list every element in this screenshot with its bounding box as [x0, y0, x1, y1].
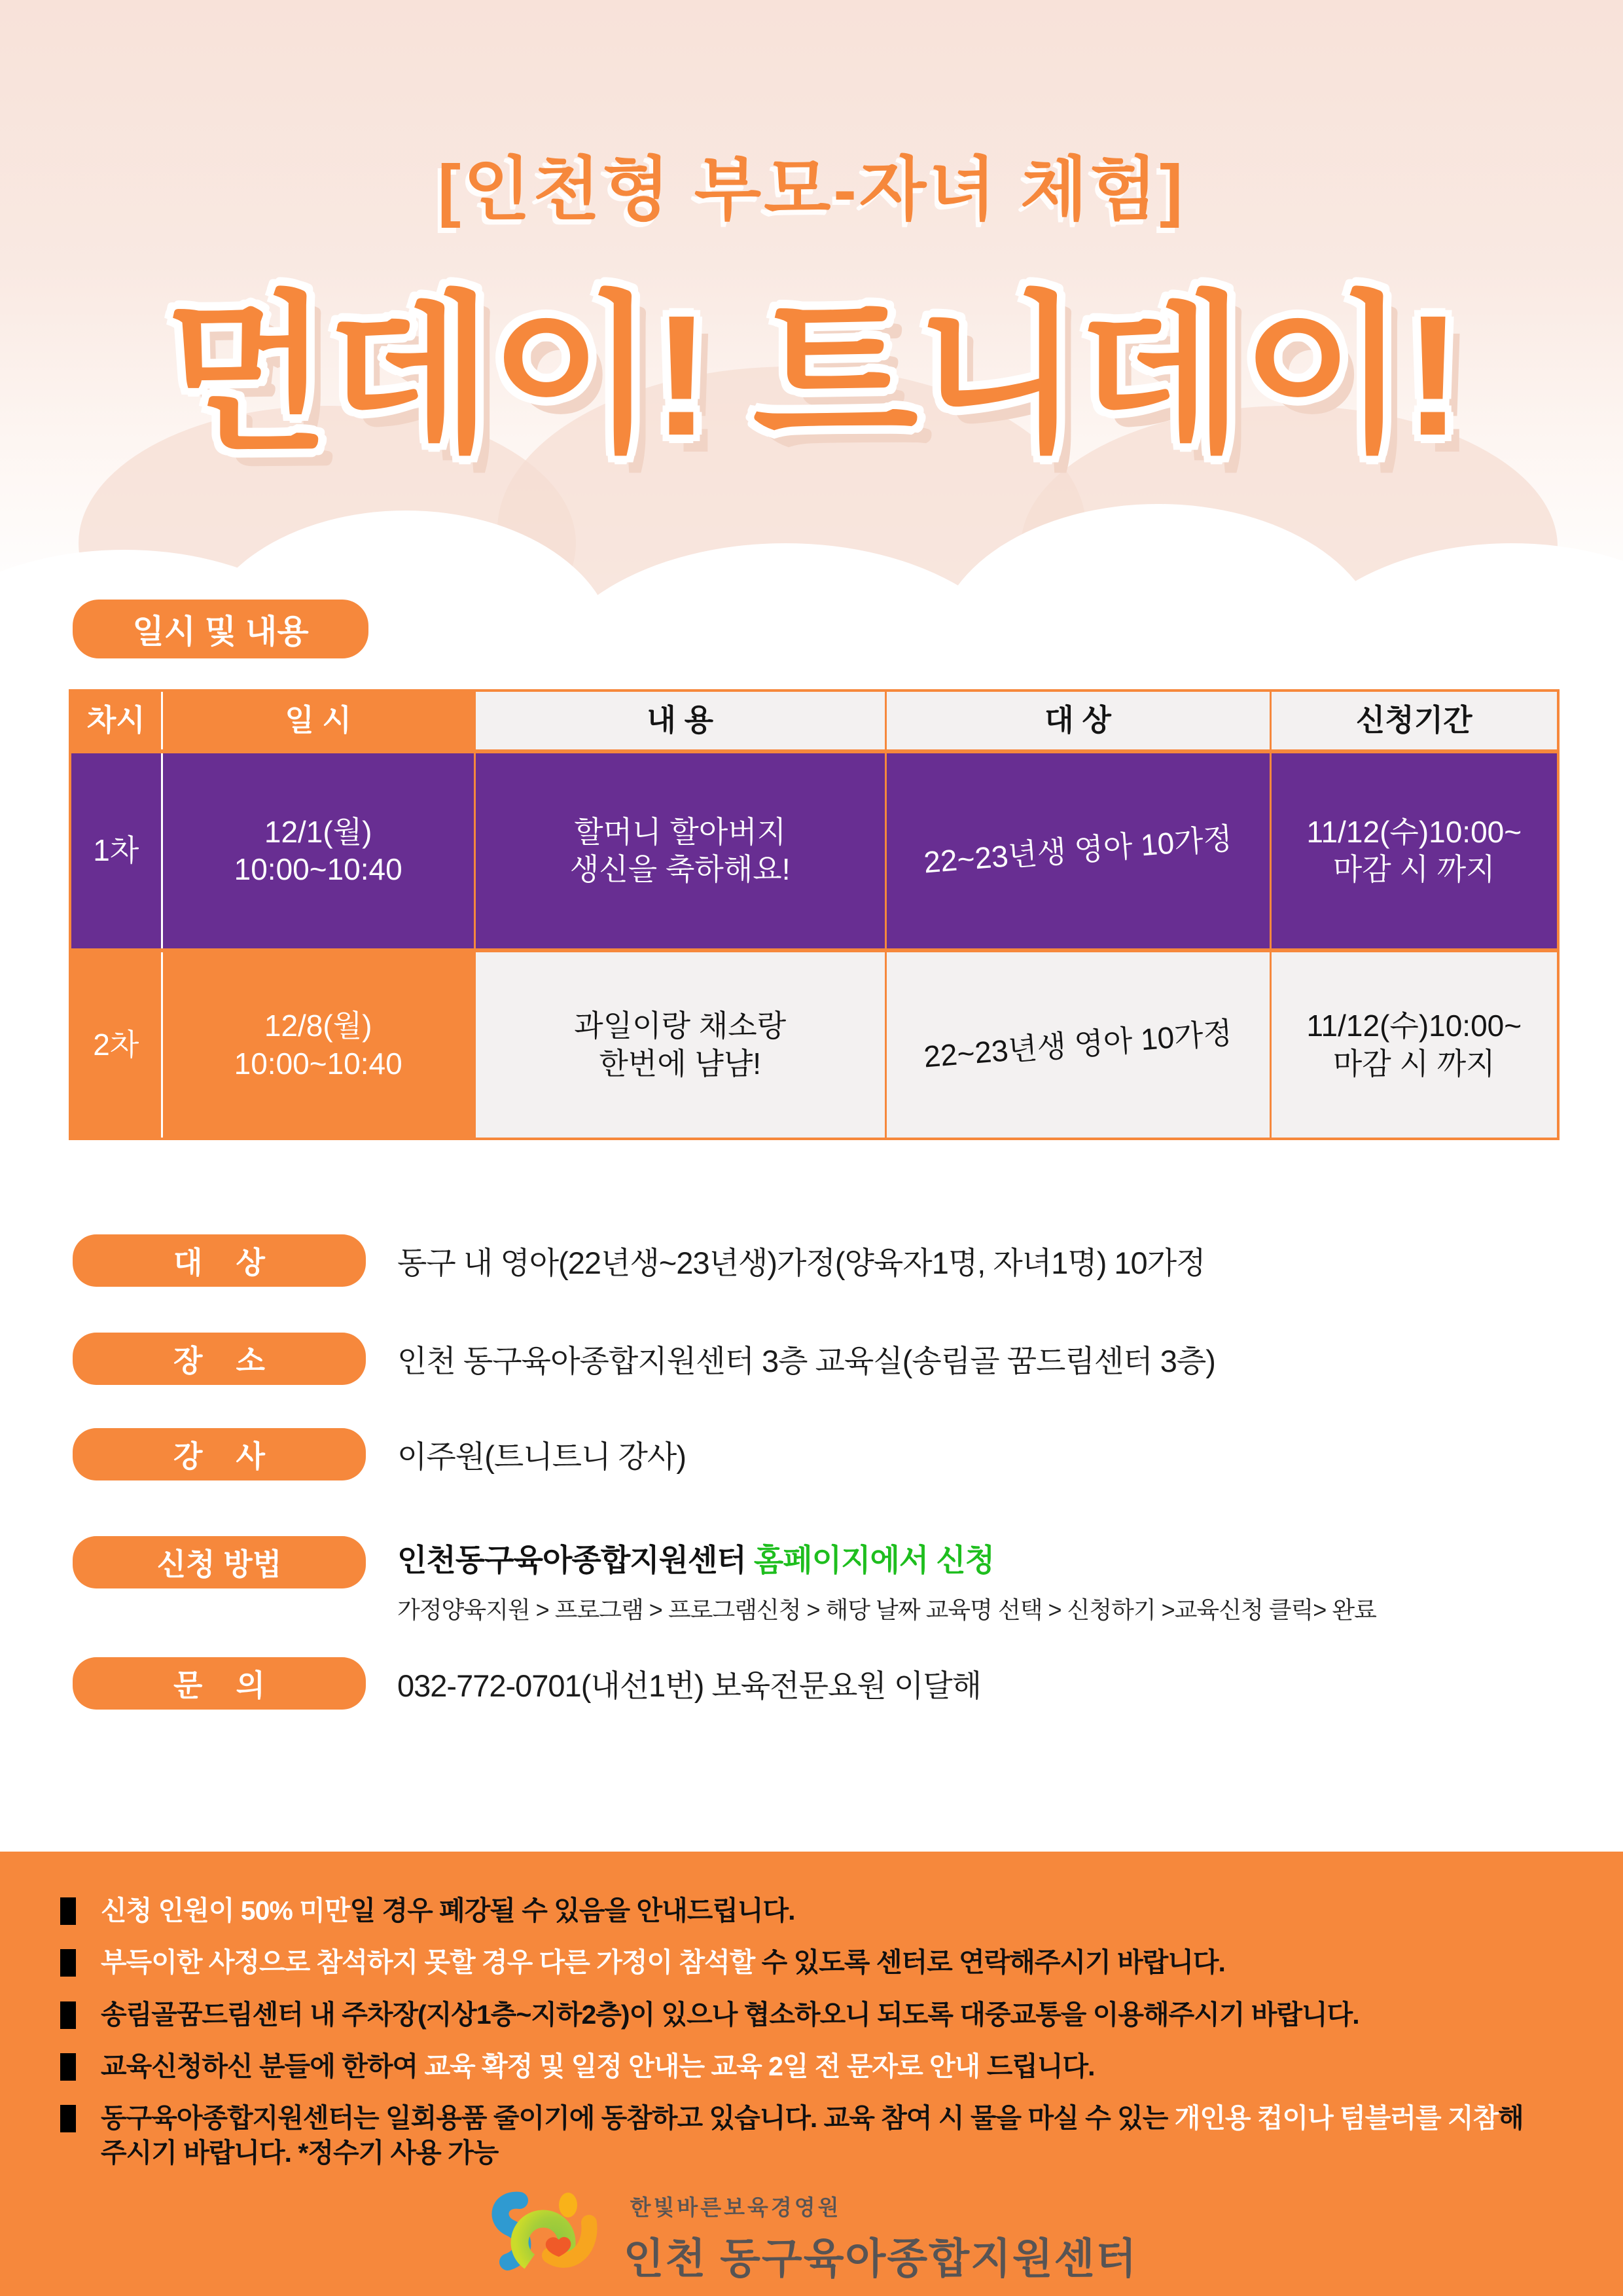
- notice-item-2: [60, 1945, 1584, 1980]
- row1-content: [476, 753, 887, 948]
- bullet-icon: [60, 2001, 76, 2029]
- row1-round: 1차: [71, 753, 163, 948]
- col-header-round: 차시: [71, 692, 163, 749]
- notice-item-5: [60, 2101, 1584, 2171]
- contact-text: 032-772-0701(내선1번) 보육전문요원 이달해: [397, 1668, 982, 1703]
- row2-content-line2: 한번에 냠냠!: [599, 1046, 762, 1081]
- info-row-apply: [73, 1536, 1376, 1625]
- notice-4-highlight: 교육 확정 및 일정 안내는 교육 2일 전 문자로 안내: [424, 2051, 987, 2081]
- bullet-icon: [60, 2053, 76, 2081]
- notice-1-highlight: 신청 인원이 50% 미만: [101, 1895, 350, 1926]
- row1-apply-line1: 11/12(수)10:00~: [1306, 814, 1522, 849]
- row1-content-line2: 생신을 축하해요!: [569, 852, 791, 886]
- row2-time: 10:00~10:40: [234, 1046, 402, 1081]
- section-badge-schedule: 일시 및 내용: [73, 600, 368, 658]
- badge-target: 대 상: [73, 1234, 366, 1287]
- notice-item-4: [60, 2049, 1584, 2084]
- row1-content-line1: 할머니 할아버지: [574, 814, 787, 849]
- row1-target: [887, 753, 1272, 948]
- row1-date: 12/1(월): [264, 814, 372, 849]
- notice-4-text-b: 드립니다.: [986, 2051, 1095, 2081]
- row2-apply-line2: 마감 시 까지: [1332, 1046, 1495, 1081]
- row2-round: 2차: [71, 952, 163, 1138]
- teacher-text: 이주원(트니트니 강사): [397, 1439, 686, 1474]
- badge-place: 장 소: [73, 1333, 366, 1385]
- row2-target-text: 22~23년생 영아 10가정: [922, 1015, 1234, 1074]
- notice-5-text-b: 해: [1498, 2103, 1524, 2134]
- target-text: 동구 내 영아(22년생~23년생)가정(양육자1명, 자녀1명) 10가정: [397, 1245, 1205, 1280]
- info-row-place: [73, 1333, 1215, 1385]
- center-logo-icon: [486, 2189, 607, 2287]
- poster-title: 먼데이! 트니데이!: [164, 279, 1459, 471]
- notice-item-3: [60, 1998, 1584, 2032]
- notice-3-text: 송림골꿈드림센터 내 주차장(지상1층~지하2층)이 있으나 협소하오니 되도록 대중교통을 이용해주시기 바랍니다.: [101, 1999, 1359, 2030]
- row2-apply-period: [1272, 952, 1557, 1138]
- col-header-target: 대 상: [887, 692, 1272, 749]
- bullet-icon: [60, 1897, 76, 1925]
- notice-5-text-c: 주시기 바랍니다. *정수기 사용 가능: [101, 2138, 499, 2168]
- poster-subtitle: [인천형 부모-자녀 체험]: [437, 151, 1186, 228]
- info-row-teacher: [73, 1428, 686, 1480]
- row2-target: [887, 952, 1272, 1138]
- row1-time: 10:00~10:40: [234, 852, 402, 886]
- notice-2-highlight: 부득이한 사정으로 참석하지 못할 경우 다른 가정이 참석할: [101, 1947, 755, 1978]
- notice-item-1: [60, 1893, 1584, 1928]
- row2-datetime: [163, 952, 476, 1138]
- notice-5-highlight: 개인용 컵이나 텀블러를 지참: [1174, 2103, 1499, 2134]
- row2-content-line1: 과일이랑 채소랑: [574, 1009, 787, 1043]
- row2-date: 12/8(월): [264, 1009, 372, 1043]
- table-row-2: [71, 952, 1557, 1138]
- place-text: 인천 동구육아종합지원센터 3층 교육실(송림골 꿈드림센터 3층): [397, 1343, 1215, 1378]
- row1-apply-period: [1272, 753, 1557, 948]
- table-header-row: [71, 692, 1557, 749]
- row1-target-text: 22~23년생 영아 10가정: [922, 821, 1234, 880]
- col-header-content: 내 용: [476, 692, 887, 749]
- row2-content: [476, 952, 887, 1138]
- badge-teacher: 강 사: [73, 1428, 366, 1480]
- notice-1-text: 일 경우 폐강될 수 있음을 안내드립니다.: [349, 1895, 795, 1926]
- apply-homepage-link-text: 홈페이지에서 신청: [753, 1543, 995, 1577]
- table-row-1: [71, 753, 1557, 948]
- info-row-target: [73, 1234, 1205, 1287]
- notice-5-text-a: 동구육아종합지원센터는 일회용품 줄이기에 동참하고 있습니다. 교육 참여 시 물을 마실 수 있는: [101, 2103, 1175, 2134]
- bullet-icon: [60, 2105, 76, 2132]
- apply-center-name: 인천동구육아종합지원센터: [397, 1543, 754, 1577]
- footer: [0, 2189, 1623, 2287]
- row2-apply-line1: 11/12(수)10:00~: [1306, 1009, 1522, 1043]
- apply-path-text: 가정양육지원 > 프로그램 > 프로그램신청 > 해당 날짜 교육명 선택 > 신청하기 >교육신청 클릭> 완료: [397, 1596, 1376, 1623]
- notice-2-text: 수 있도록 센터로 연락해주시기 바랍니다.: [755, 1947, 1225, 1978]
- row1-datetime: [163, 753, 476, 948]
- footer-org-large: 인천 동구육아종합지원센터: [623, 2234, 1138, 2282]
- notice-4-text-a: 교육신청하신 분들에 한하여: [101, 2051, 425, 2081]
- row1-apply-line2: 마감 시 까지: [1332, 852, 1495, 886]
- bullet-icon: [60, 1949, 76, 1977]
- apply-method-text: [397, 1536, 1376, 1580]
- col-header-datetime: 일 시: [163, 692, 476, 749]
- footer-org-small: 한빛바른보육경영원: [630, 2195, 842, 2219]
- badge-apply: 신청 방법: [73, 1536, 366, 1588]
- info-row-contact: [73, 1657, 981, 1710]
- schedule-table: [69, 689, 1560, 1140]
- badge-contact: 문 의: [73, 1657, 366, 1710]
- col-header-apply-period: 신청기간: [1272, 692, 1557, 749]
